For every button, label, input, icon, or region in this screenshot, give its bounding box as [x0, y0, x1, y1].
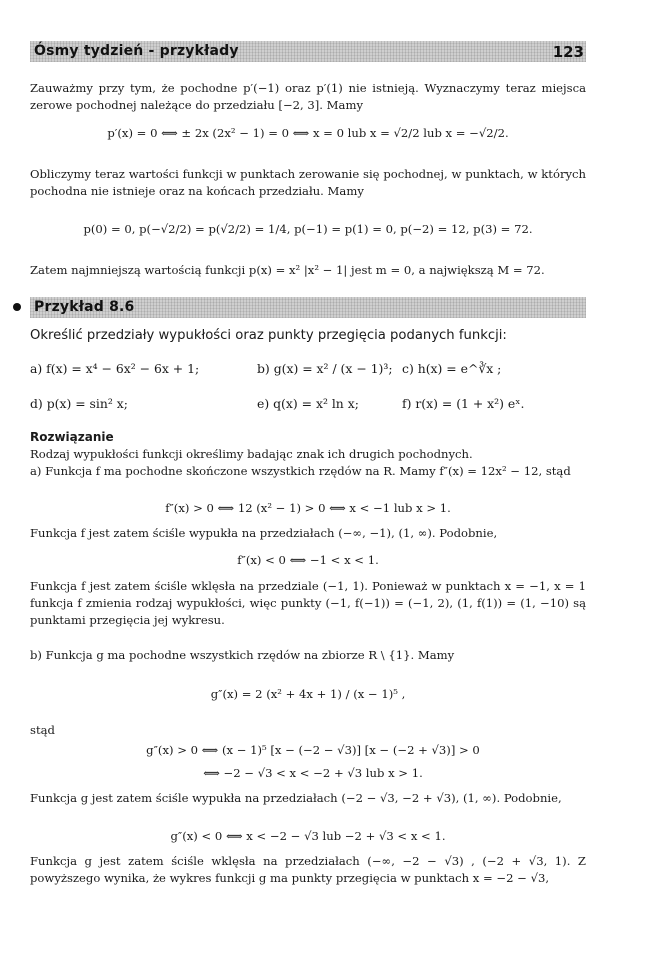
paragraph: Funkcja f jest zatem ściśle wklęsła na przedziale (−1, 1). Ponieważ w punktach x = −1, x = 1 funkcja f zmienia rodzaj wypukłości, więc punkty (−1, f(−1)) = (−1, 2), (1, f(1)) = (1, −10) są punktami przegięcia jej wykresu. — [30, 579, 586, 627]
bullet-icon — [13, 303, 21, 311]
function-d: d) p(x) = sin² x; — [30, 396, 128, 411]
equation: f″(x) < 0 ⟺ −1 < x < 1. — [237, 553, 379, 567]
function-c: c) h(x) = e^∛x ; — [402, 361, 502, 376]
equation: g″(x) = 2 (x² + 4x + 1) / (x − 1)⁵ , — [210, 687, 406, 701]
paragraph: b) Funkcja g ma pochodne wszystkich rzędów na zbiorze R \ {1}. Mamy — [30, 648, 455, 662]
equation: g″(x) > 0 ⟺ (x − 1)⁵ [x − (−2 − √3)] [x − (−2 + √3)] > 0 — [146, 743, 480, 757]
solution-heading: Rozwiązanie — [30, 430, 114, 444]
example-statement: Określić przedziały wypukłości oraz punkty przegięcia podanych funkcji: — [30, 328, 507, 343]
paragraph: a) Funkcja f ma pochodne skończone wszystkich rzędów na R. Mamy f″(x) = 12x² − 12, stąd — [30, 464, 571, 478]
paragraph: Zauważmy przy tym, że pochodne p′(−1) oraz p′(1) nie istnieją. Wyznaczymy teraz miejsca zerowe pochodnej należące do przedziału [−2, 3]. Mamy — [30, 81, 586, 112]
paragraph: Zatem najmniejszą wartością funkcji p(x) = x² |x² − 1| jest m = 0, a największą M = 72. — [30, 263, 545, 277]
example-header — [30, 297, 586, 318]
paragraph: Funkcja g jest zatem ściśle wklęsła na przedziałach (−∞, −2 − √3) , (−2 + √3, 1). Z powyższego wynika, że wykres funkcji g ma punkty przegięcia w punktach x = −2 − √3, — [30, 854, 586, 885]
equation: p′(x) = 0 ⟺ ± 2x (2x² − 1) = 0 ⟺ x = 0 lub x = √2/2 lub x = −√2/2. — [107, 126, 509, 140]
section-title: Ósmy tydzień - przykłady — [34, 43, 239, 59]
page-number: 123 — [552, 43, 584, 61]
equation: f″(x) > 0 ⟺ 12 (x² − 1) > 0 ⟺ x < −1 lub x > 1. — [165, 501, 451, 515]
equation: ⟺ −2 − √3 < x < −2 + √3 lub x > 1. — [203, 766, 423, 780]
paragraph: stąd — [30, 723, 55, 737]
paragraph: Funkcja g jest zatem ściśle wypukła na przedziałach (−2 − √3, −2 + √3), (1, ∞). Podobnie, — [30, 791, 562, 805]
function-f: f) r(x) = (1 + x²) eˣ. — [402, 396, 525, 411]
example-title: Przykład 8.6 — [34, 299, 135, 315]
function-b: b) g(x) = x² / (x − 1)³; — [257, 361, 393, 376]
equation: p(0) = 0, p(−√2/2) = p(√2/2) = 1/4, p(−1) = p(1) = 0, p(−2) = 12, p(3) = 72. — [83, 222, 533, 236]
function-a: a) f(x) = x⁴ − 6x² − 6x + 1; — [30, 361, 200, 376]
equation: g″(x) < 0 ⟺ x < −2 − √3 lub −2 + √3 < x < 1. — [170, 829, 446, 843]
running-header — [30, 41, 586, 62]
paragraph: Obliczymy teraz wartości funkcji w punktach zerowanie się pochodnej, w punktach, w których pochodna nie istnieje oraz na końcach przedziału. Mamy — [30, 167, 586, 198]
function-e: e) q(x) = x² ln x; — [257, 396, 359, 411]
paragraph: Funkcja f jest zatem ściśle wypukła na przedziałach (−∞, −1), (1, ∞). Podobnie, — [30, 526, 498, 540]
paragraph: Rodzaj wypukłości funkcji określimy badając znak ich drugich pochodnych. — [30, 447, 473, 461]
